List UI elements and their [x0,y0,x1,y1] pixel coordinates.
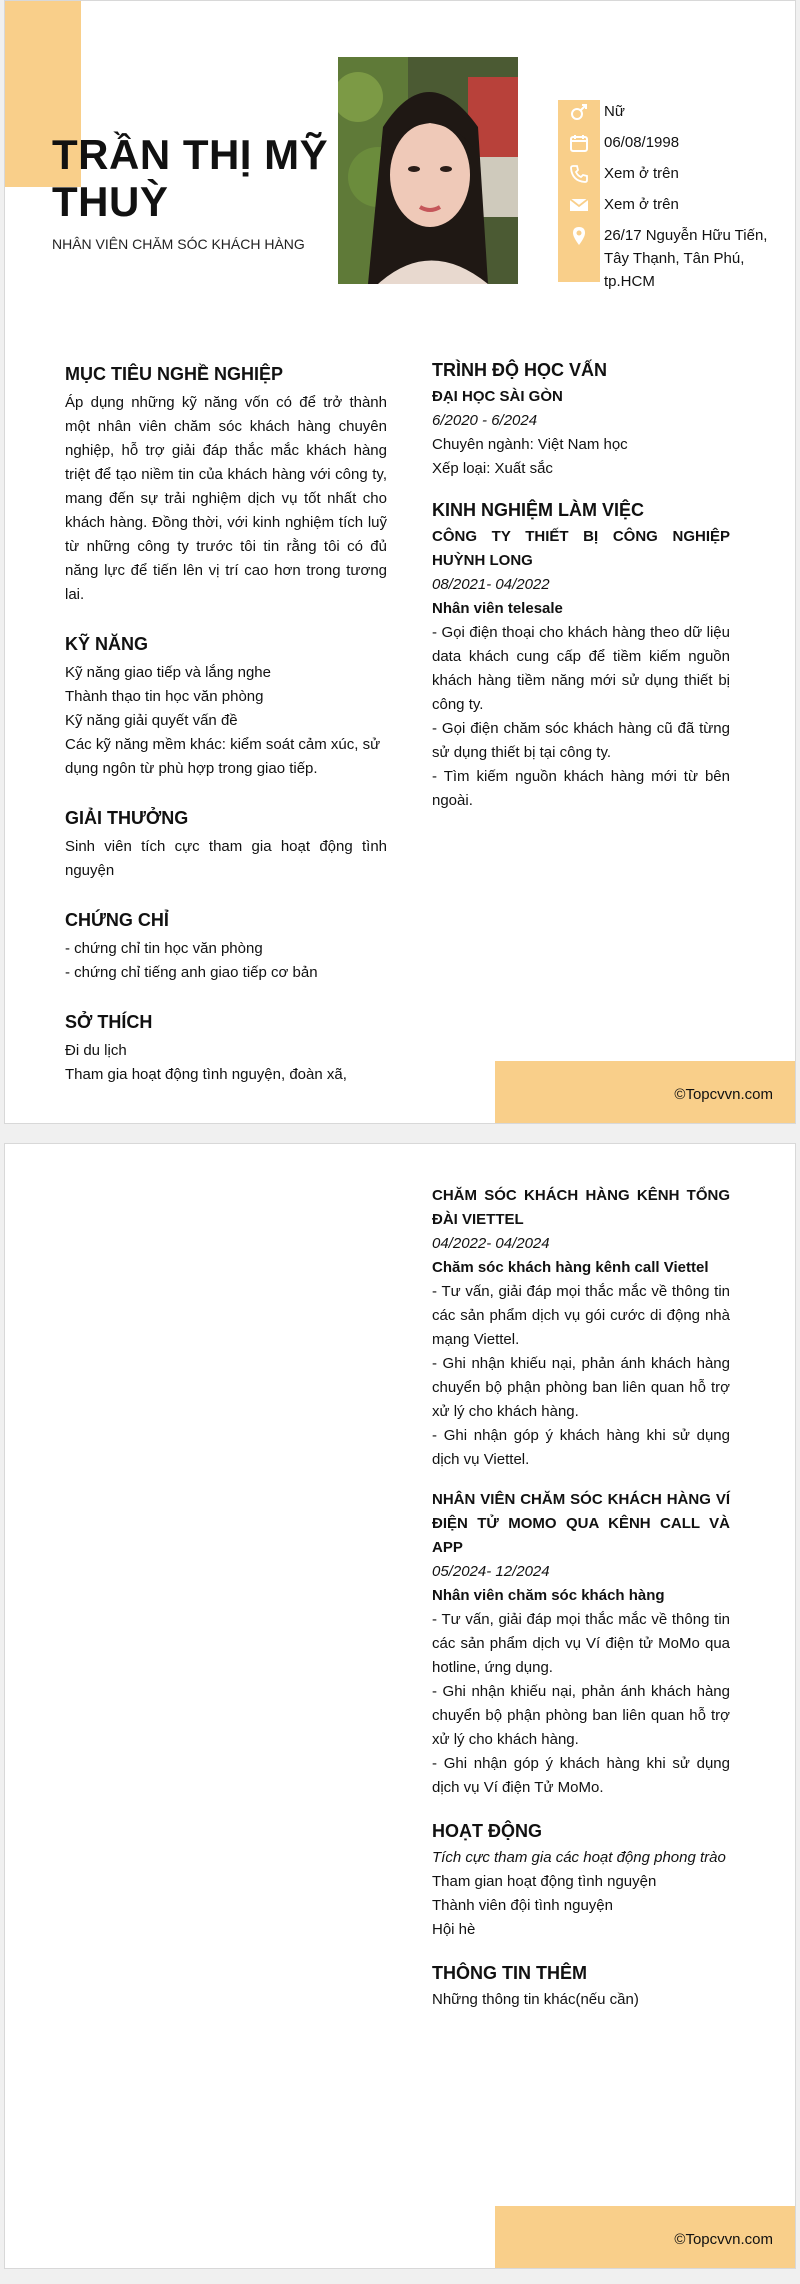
birthday-text: 06/08/1998 [604,134,680,151]
contact-phone [558,162,793,185]
profile-photo [338,57,518,284]
activity-item: Tham gian hoạt động tình nguyện [432,1873,657,1890]
activities-highlight: Tích cực tham gia các hoạt động phong trào [432,1849,726,1866]
address-text: 26/17 Nguyễn Hữu Tiến, Tây Thạnh, Tân Phú, tp.HCM [604,227,768,290]
activity-item: Thành viên đội tình nguyện [432,1897,613,1914]
job-detail: - Ghi nhận góp ý khách hàng khi sử dụng dịch vụ Ví điện Tử MoMo. [432,1755,730,1796]
experience-section [432,497,730,813]
awards-title: GIẢI THƯỞNG [65,808,189,828]
certificate-item: - chứng chỉ tin học văn phòng [65,940,263,957]
hobby-item: Tham gia hoạt động tình nguyện, đoàn xã, [65,1066,347,1083]
job-detail: - Tư vấn, giải đáp mọi thắc mắc về thông tin các sản phẩm dịch vụ Ví điện tử MoMo qua hotline, ứng dụng. [432,1611,730,1676]
hobbies-section [65,1009,387,1087]
activity-item: Hội hè [432,1921,476,1938]
job-detail: - Ghi nhận góp ý khách hàng khi sử dụng dịch vụ Viettel. [432,1427,730,1468]
school-name: ĐẠI HỌC SÀI GÒN [432,388,563,405]
additional-info-text: Những thông tin khác(nếu cần) [432,1991,639,2008]
footer-brand: ©Topcvvn.com [674,2231,773,2248]
contact-birthday [558,131,793,154]
awards-section [65,805,387,883]
location-icon [558,224,600,247]
candidate-job-title: NHÂN VIÊN CHĂM SÓC KHÁCH HÀNG [52,236,305,252]
job-detail: - Gọi điện chăm sóc khách hàng cũ đã từng sử dụng thiết bị tại công ty. [432,720,730,761]
certificates-title: CHỨNG CHỈ [65,910,169,930]
objective-text: Áp dụng những kỹ năng vốn có để trở thành một nhân viên chăm sóc khách hàng chuyên nghiệp, hỗ trợ giải đáp thắc mắc khách hàng triệt để tạo niềm tin của khách hàng với công ty, mang đến sự trải nghiệm dịch vụ tốt nhất cho khách hàng. Đồng thời, với kinh nghiệm tích luỹ từ những công ty trước tôi tin rằng tôi có đủ năng lực để tiến lên vị trí cao hơn trong tương lai. [65,394,387,603]
experience-title: KINH NGHIỆM LÀM VIỆC [432,500,645,520]
hobby-item: Đi du lịch [65,1042,127,1059]
education-period: 6/2020 - 6/2024 [432,412,538,429]
objective-title: MỤC TIÊU NGHỀ NGHIỆP [65,364,284,384]
contact-info [558,100,793,301]
job-role: Nhân viên telesale [432,600,563,617]
right-column [432,357,730,837]
job-period: 05/2024- 12/2024 [432,1563,550,1580]
awards-text: Sinh viên tích cực tham gia hoạt động tình nguyện [65,838,387,879]
skill-item: Các kỹ năng mềm khác: kiểm soát cảm xúc, sử dụng ngôn từ phù hợp trong giao tiếp. [65,736,381,777]
certificates-section [65,907,387,985]
cv-page-1 [4,0,796,1124]
job-company: CHĂM SÓC KHÁCH HÀNG KÊNH TỔNG ĐÀI VIETTEL [432,1187,730,1228]
job-role: Nhân viên chăm sóc khách hàng [432,1587,665,1604]
gender-text: Nữ [604,103,625,120]
objective-section [65,361,387,607]
certificate-item: - chứng chỉ tiếng anh giao tiếp cơ bản [65,964,318,981]
additional-info-title: THÔNG TIN THÊM [432,1963,587,1983]
skills-title: KỸ NĂNG [65,634,149,654]
email-text: Xem ở trên [604,196,679,213]
contact-gender [558,100,793,123]
job-period: 08/2021- 04/2022 [432,576,550,593]
contact-email [558,193,793,216]
activities-section [432,1818,730,1942]
education-section [432,357,730,481]
contact-address [558,224,793,293]
skills-section [65,631,387,781]
job-period: 04/2022- 04/2024 [432,1235,550,1252]
education-rank: Xếp loại: Xuất sắc [432,460,553,477]
job-entry [432,525,730,813]
right-column-continued [432,1184,730,2036]
hobbies-title: SỞ THÍCH [65,1012,153,1032]
skill-item: Kỹ năng giao tiếp và lắng nghe [65,664,271,681]
education-major: Chuyên ngành: Việt Nam học [432,436,628,453]
skill-item: Kỹ năng giải quyết vấn đề [65,712,238,729]
job-entry [432,1184,730,1472]
left-column [65,361,387,1111]
job-detail: - Gọi điện thoại cho khách hàng theo dữ liệu data khách cung cấp để tiềm kiếm nguồn khách hàng tiềm năng mới sử dụng thiết bị công ty. [432,624,730,713]
calendar-icon [558,131,600,154]
footer-brand: ©Topcvvn.com [674,1086,773,1103]
phone-text: Xem ở trên [604,165,679,182]
job-detail: - Tư vấn, giải đáp mọi thắc mắc về thông tin các sản phẩm dịch vụ gói cước di động nhà mạng Viettel. [432,1283,730,1348]
job-detail: - Ghi nhận khiếu nại, phản ánh khách hàng chuyển bộ phận phòng ban liên quan hỗ trợ xử lý cho khách hàng. [432,1355,730,1420]
job-entry [432,1488,730,1800]
activities-title: HOẠT ĐỘNG [432,1821,542,1841]
gender-icon [558,100,600,123]
job-detail: - Ghi nhận khiếu nại, phản ánh khách hàng chuyển bộ phận phòng ban liên quan hỗ trợ xử lý cho khách hàng. [432,1683,730,1748]
job-company: NHÂN VIÊN CHĂM SÓC KHÁCH HÀNG VÍ ĐIỆN TỬ MOMO QUA KÊNH CALL VÀ APP [432,1491,730,1556]
phone-icon [558,162,600,185]
job-role: Chăm sóc khách hàng kênh call Viettel [432,1259,709,1276]
email-icon [558,193,600,216]
cv-page-2 [4,1143,796,2269]
job-detail: - Tìm kiếm nguồn khách hàng mới từ bên ngoài. [432,768,730,809]
education-title: TRÌNH ĐỘ HỌC VẤN [432,360,607,380]
additional-info-section [432,1960,730,2012]
candidate-name: TRẦN THỊ MỸ THUỲ [52,131,329,225]
job-company: CÔNG TY THIẾT BỊ CÔNG NGHIỆP HUỲNH LONG [432,528,730,569]
skill-item: Thành thạo tin học văn phòng [65,688,264,705]
